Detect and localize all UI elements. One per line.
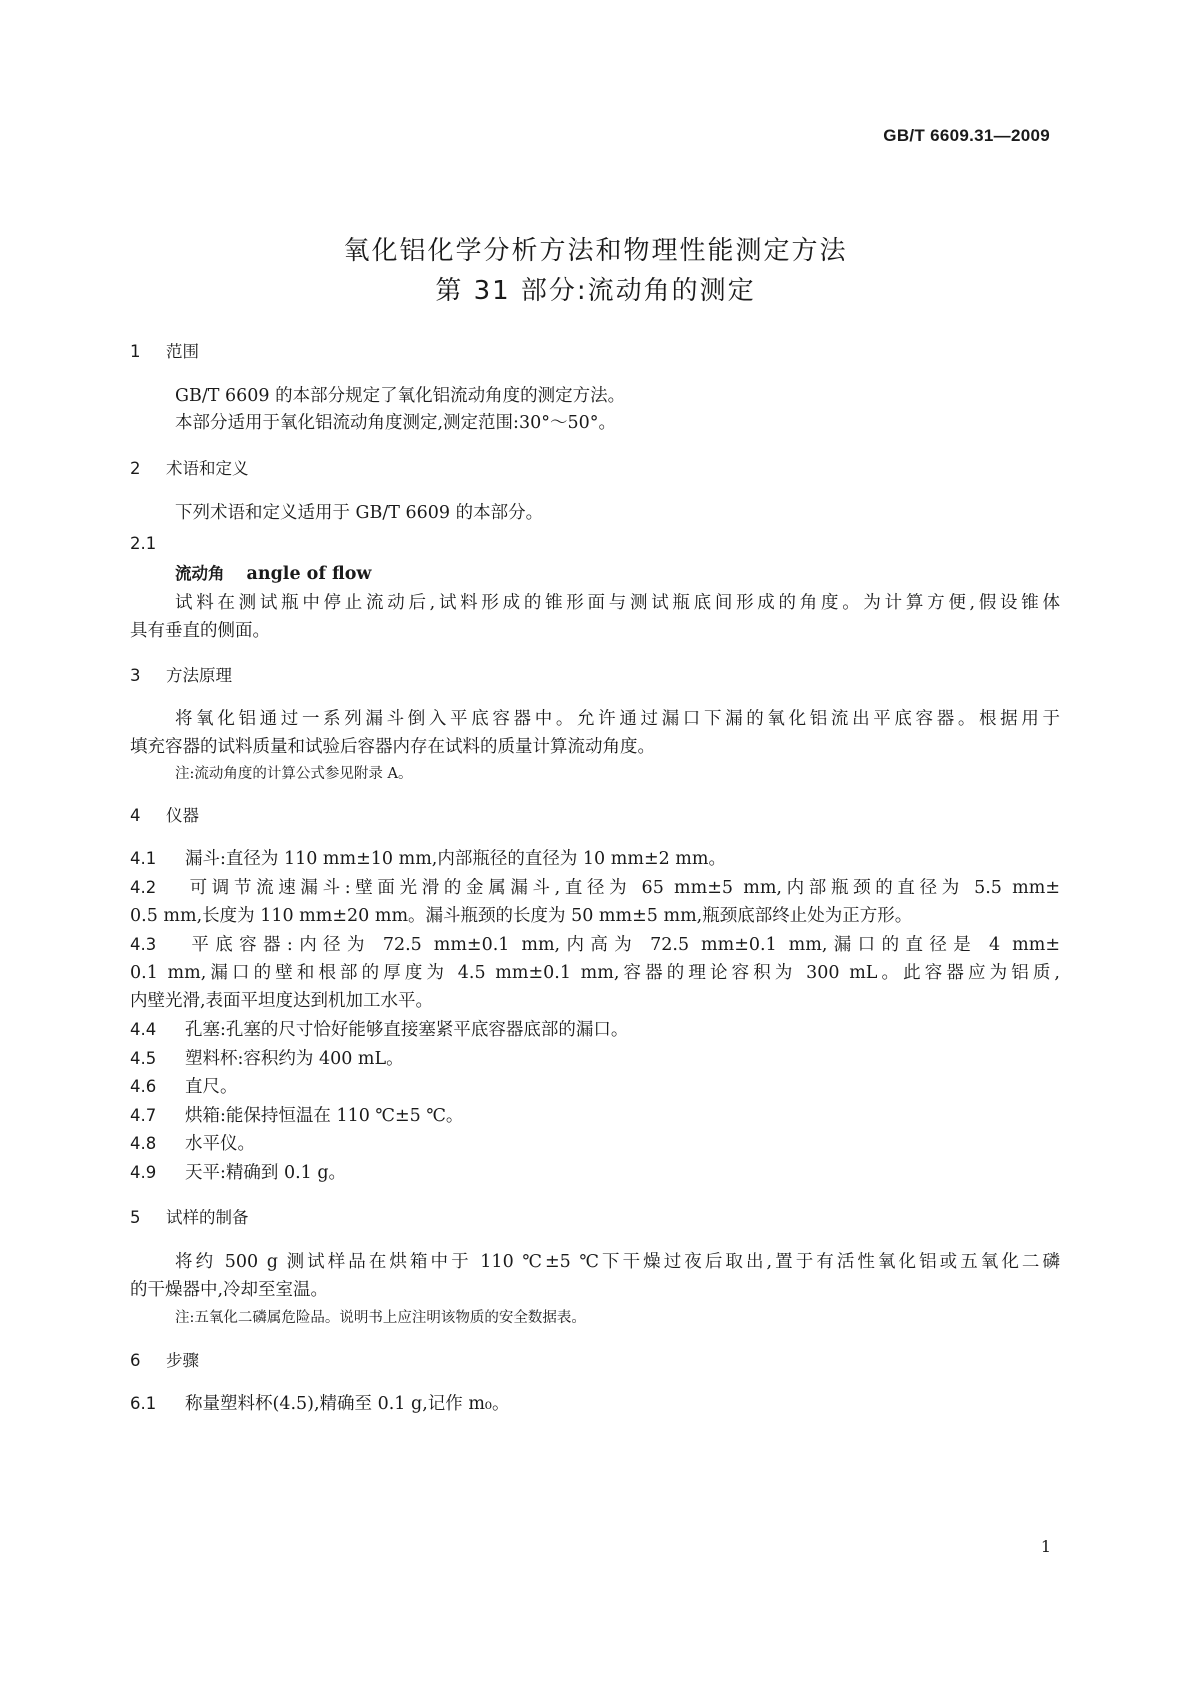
clause-number: 4.2 xyxy=(130,878,157,897)
section-title: 范围 xyxy=(166,342,199,361)
clause-text: 可调节流速漏斗:壁面光滑的金属漏斗,直径为 65 mm±5 mm,内部瓶颈的直径为 5.5 mm± xyxy=(185,878,1060,898)
paragraph: GB/T 6609 的本部分规定了氧化铝流动角度的测定方法。 xyxy=(175,386,626,406)
clause-4-8 xyxy=(130,1130,1060,1158)
definition-line: 试料在测试瓶中停止流动后,试料形成的锥形面与测试瓶底间形成的角度。为计算方便,假设锥体 xyxy=(175,593,1060,613)
clause-text: 孔塞:孔塞的尺寸恰好能够直接塞紧平底容器底部的漏口。 xyxy=(185,1020,629,1040)
term-entry xyxy=(175,560,1105,588)
clause-number: 4.9 xyxy=(130,1163,157,1182)
section-heading-terms xyxy=(130,455,1060,483)
paragraph-line: 将约 500 g 测试样品在烘箱中于 110 ℃±5 ℃下干燥过夜后取出,置于有活性氧化铝或五氧化二磷 xyxy=(175,1252,1060,1272)
document-subtitle: 第 31 部分:流动角的测定 xyxy=(435,276,756,306)
clause-text: 水平仪。 xyxy=(185,1134,255,1154)
section-number: 3 xyxy=(130,666,141,685)
clause-number: 6.1 xyxy=(130,1394,157,1413)
note: 注:五氧化二磷属危险品。说明书上应注明该物质的安全数据表。 xyxy=(175,1310,586,1326)
clause-text: 天平:精确到 0.1 g。 xyxy=(185,1163,347,1183)
clause-text: 直尺。 xyxy=(185,1077,238,1097)
clause-6-1 xyxy=(130,1390,1060,1418)
section-heading-sample-prep xyxy=(130,1204,1060,1232)
clause-text: 塑料杯:容积约为 400 mL。 xyxy=(185,1049,404,1069)
section-number: 4 xyxy=(130,806,141,825)
clause-text: 称量塑料杯(4.5),精确至 0.1 g,记作 m₀。 xyxy=(185,1394,510,1414)
section-number: 5 xyxy=(130,1208,141,1227)
section-number: 2 xyxy=(130,459,141,478)
clause-4-6 xyxy=(130,1073,1060,1101)
document-title: 氧化铝化学分析方法和物理性能测定方法 xyxy=(343,236,848,266)
clause-number: 4.6 xyxy=(130,1077,157,1096)
paragraph: 本部分适用于氧化铝流动角度测定,测定范围:30°～50°。 xyxy=(175,413,616,433)
standard-code: GB/T 6609.31—2009 xyxy=(883,126,1050,145)
paragraph: 下列术语和定义适用于 GB/T 6609 的本部分。 xyxy=(175,503,544,523)
clause-text: 烘箱:能保持恒温在 110 ℃±5 ℃。 xyxy=(185,1106,464,1126)
section-heading-procedure xyxy=(130,1347,1060,1375)
clause-number: 4.7 xyxy=(130,1106,157,1125)
clause-number: 2.1 xyxy=(130,534,157,553)
clause-4-9 xyxy=(130,1159,1060,1187)
clause-number: 4.1 xyxy=(130,849,157,868)
page-number: 1 xyxy=(1040,1537,1051,1556)
clause-4-1 xyxy=(130,845,1060,873)
section-heading-apparatus xyxy=(130,802,1060,830)
clause-continuation: 0.1 mm,漏口的壁和根部的厚度为 4.5 mm±0.1 mm,容器的理论容积为 300 mL。此容器应为铝质, xyxy=(130,963,1060,983)
term-english: angle of flow xyxy=(246,564,372,584)
clause-4-7 xyxy=(130,1102,1060,1130)
section-title: 方法原理 xyxy=(166,666,232,685)
clause-continuation: 0.5 mm,长度为 110 mm±20 mm。漏斗瓶颈的长度为 50 mm±5 mm,瓶颈底部终止处为正方形。 xyxy=(130,906,913,926)
clause-continuation: 内壁光滑,表面平坦度达到机加工水平。 xyxy=(130,991,434,1011)
section-number: 1 xyxy=(130,342,141,361)
paragraph-line: 将氧化铝通过一系列漏斗倒入平底容器中。允许通过漏口下漏的氧化铝流出平底容器。根据用于 xyxy=(175,709,1060,729)
clause-4-3 xyxy=(130,931,1060,959)
definition-line: 具有垂直的侧面。 xyxy=(130,621,270,641)
paragraph-line: 填充容器的试料质量和试验后容器内存在试料的质量计算流动角度。 xyxy=(130,737,655,757)
clause-number: 4.5 xyxy=(130,1049,157,1068)
subsection-number xyxy=(130,530,1060,558)
clause-text: 平底容器:内径为 72.5 mm±0.1 mm,内高为 72.5 mm±0.1 mm,漏口的直径是 4 mm± xyxy=(185,935,1060,955)
clause-number: 4.4 xyxy=(130,1020,157,1039)
paragraph-line: 的干燥器中,冷却至室温。 xyxy=(130,1280,329,1300)
clause-4-2 xyxy=(130,874,1060,902)
clause-number: 4.3 xyxy=(130,935,157,954)
section-title: 术语和定义 xyxy=(166,459,249,478)
clause-4-5 xyxy=(130,1045,1060,1073)
section-heading-principle xyxy=(130,662,1060,690)
clause-4-4 xyxy=(130,1016,1060,1044)
term-chinese: 流动角 xyxy=(175,564,225,583)
section-heading-scope xyxy=(130,338,1060,366)
section-title: 步骤 xyxy=(166,1351,199,1370)
note: 注:流动角度的计算公式参见附录 A。 xyxy=(175,766,413,782)
section-title: 试样的制备 xyxy=(166,1208,249,1227)
clause-text: 漏斗:直径为 110 mm±10 mm,内部瓶径的直径为 10 mm±2 mm。 xyxy=(185,849,726,869)
clause-number: 4.8 xyxy=(130,1134,157,1153)
section-number: 6 xyxy=(130,1351,141,1370)
section-title: 仪器 xyxy=(166,806,199,825)
